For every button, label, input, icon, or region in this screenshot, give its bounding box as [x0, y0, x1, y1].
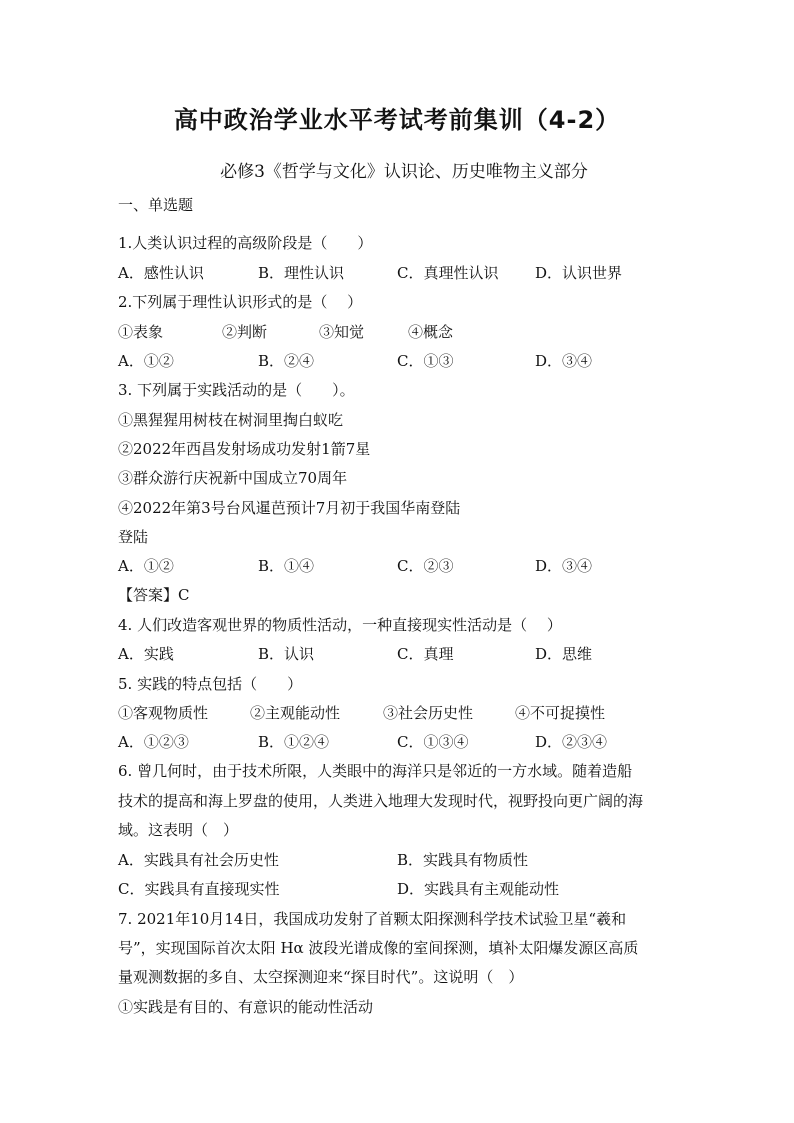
q2-option-c: C．①③: [397, 352, 454, 370]
question-5-stem: 5. 实践的特点包括（ ）: [118, 675, 303, 693]
q5-option-d: D．②③④: [535, 733, 608, 751]
q2-option-a: A．①②: [118, 352, 174, 370]
q5-option-c: C．①③④: [397, 733, 469, 751]
q2-option-d: D．③④: [535, 352, 593, 370]
q2-item-4: ④概念: [408, 323, 454, 341]
q6-option-a: A．实践具有社会历史性: [118, 851, 279, 869]
q3-item-1: ①黑猩猩用树枝在树洞里掏白蚁吃: [118, 411, 344, 429]
q5-item-1: ①客观物质性: [118, 704, 209, 722]
q1-option-c: C．真理性认识: [397, 264, 499, 282]
question-6-line-1: 6. 曾几何时，由于技术所限，人类眼中的海洋只是邻近的一方水域。随着造船: [118, 762, 633, 780]
q2-item-2: ②判断: [222, 323, 268, 341]
q4-option-d: D．思维: [535, 645, 593, 663]
question-6-line-3: 域。这表明（ ）: [118, 821, 239, 839]
q1-option-d: D．认识世界: [535, 264, 623, 282]
q4-option-a: A．实践: [118, 645, 174, 663]
q3-option-b: B．①④: [258, 557, 315, 575]
section-heading: 一、单选题: [118, 196, 194, 214]
q2-item-1: ①表象: [118, 323, 164, 341]
q3-option-d: D．③④: [535, 557, 593, 575]
q6-option-d: D．实践具有主观能动性: [397, 880, 560, 898]
q3-item-4: ④2022年第3号台风暹芭预计7月初于我国华南登陆: [118, 499, 461, 517]
q3-option-a: A．①②: [118, 557, 174, 575]
q2-option-b: B．②④: [258, 352, 315, 370]
q5-option-b: B．①②④: [258, 733, 330, 751]
question-7-line-1: 7. 2021年10月14日，我国成功发射了首颗太阳探测科学技术试验卫星“羲和: [118, 910, 627, 928]
q4-option-c: C．真理: [397, 645, 454, 663]
q3-option-c: C．②③: [397, 557, 454, 575]
q1-option-b: B．理性认识: [258, 264, 345, 282]
q6-option-c: C．实践具有直接现实性: [118, 880, 280, 898]
q3-item-2: ②2022年西昌发射场成功发射1箭7星: [118, 440, 371, 458]
question-7-line-3: 量观测数据的多自、太空探测迎来“探目时代”。这说明（ ）: [118, 968, 524, 986]
q3-extra-line: 登陆: [118, 528, 149, 546]
q4-option-b: B．认识: [258, 645, 315, 663]
q5-item-2: ②主观能动性: [250, 704, 341, 722]
question-3-stem: 3. 下列属于实践活动的是（ ）。: [118, 381, 355, 399]
question-7-line-2: 号”，实现国际首次太阳 Hα 波段光谱成像的室间探测，填补太阳爆发源区高质: [118, 939, 639, 957]
q2-item-3: ③知觉: [319, 323, 365, 341]
question-1-stem: 1.人类认识过程的高级阶段是（ ）: [118, 234, 373, 252]
q3-item-3: ③群众游行庆祝新中国成立70周年: [118, 469, 348, 487]
q5-option-a: A．①②③: [118, 733, 189, 751]
q7-item-1: ①实践是有目的、有意识的能动性活动: [118, 998, 374, 1016]
question-6-line-2: 技术的提高和海上罗盘的使用，人类进入地理大发现时代，视野投向更广阔的海: [118, 792, 644, 810]
question-4-stem: 4. 人们改造客观世界的物质性活动，一种直接现实性活动是（ ）: [118, 616, 562, 634]
q5-item-4: ④不可捉摸性: [515, 704, 606, 722]
question-2-stem: 2.下列属于理性认识形式的是（ ）: [118, 293, 363, 311]
q1-option-a: A．感性认识: [118, 264, 204, 282]
q3-answer: 【答案】C: [118, 586, 190, 604]
page-subtitle: 必修3《哲学与文化》认识论、历史唯物主义部分: [220, 162, 588, 182]
page-title: 高中政治学业水平考试考前集训（4-2）: [173, 106, 621, 134]
q5-item-3: ③社会历史性: [383, 704, 474, 722]
q6-option-b: B．实践具有物质性: [397, 851, 529, 869]
